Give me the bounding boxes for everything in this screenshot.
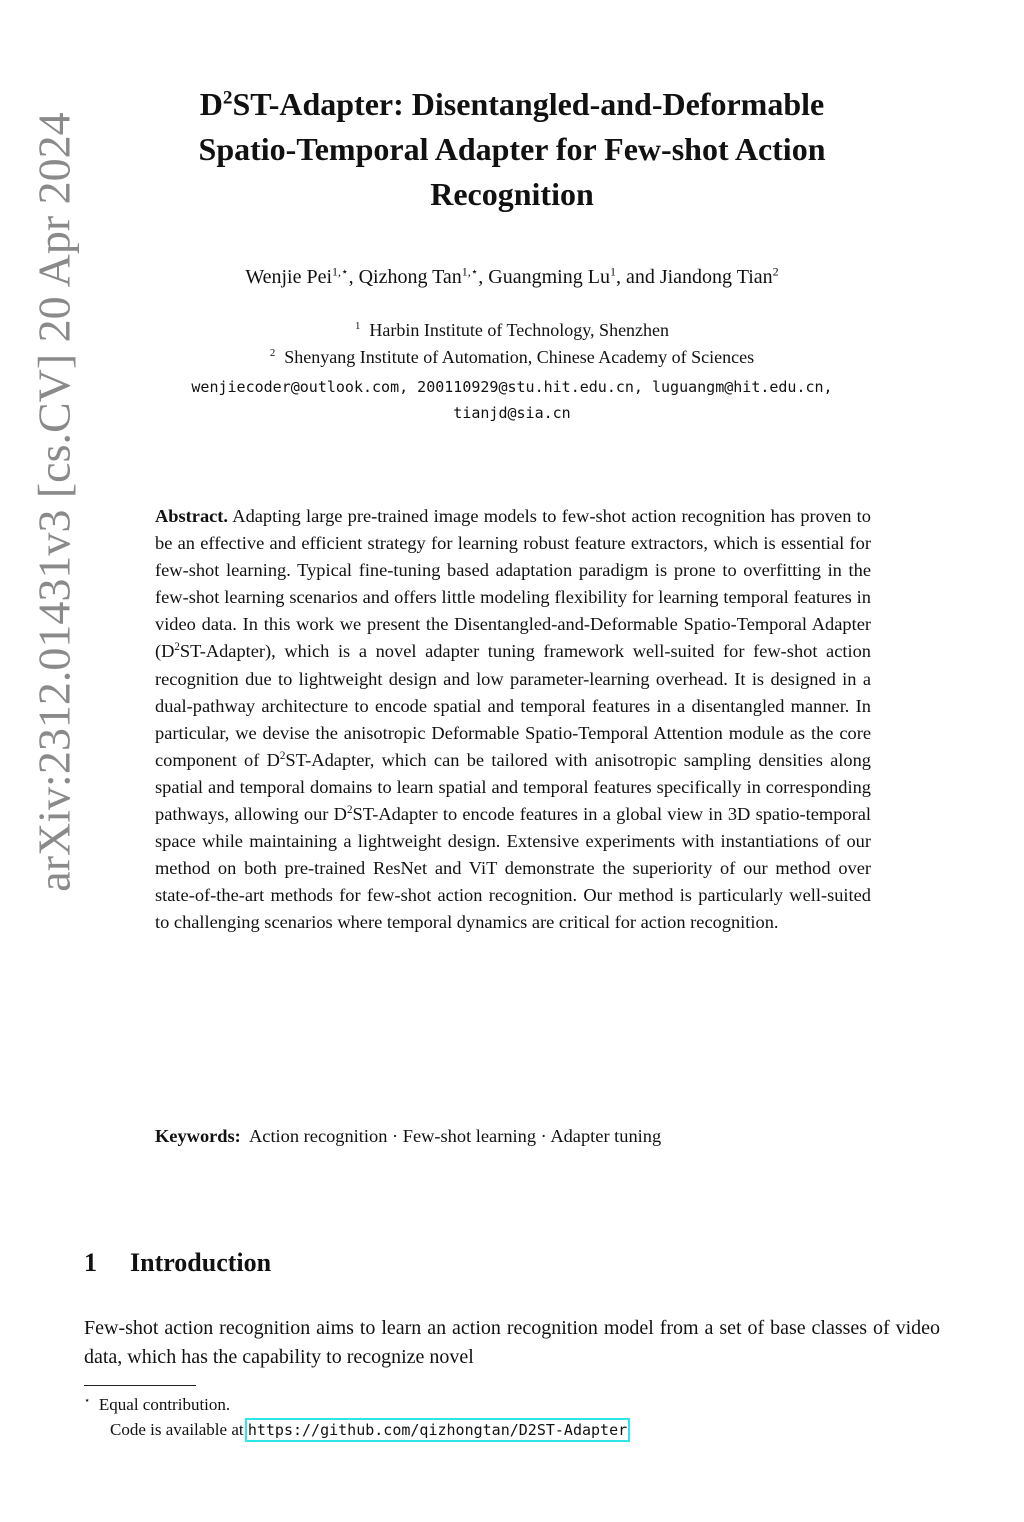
author-affiliation-mark: 1,⋆ bbox=[461, 264, 479, 279]
footnote bbox=[84, 1392, 631, 1443]
email-line-2: tianjd@sia.cn bbox=[453, 404, 571, 422]
arxiv-identifier-margin bbox=[18, 52, 90, 952]
abstract-superscript: 2 bbox=[346, 803, 353, 816]
affiliation-text: Shenyang Institute of Automation, Chinese Academy of Sciences bbox=[284, 347, 755, 367]
author-list bbox=[90, 266, 934, 289]
affiliation-1 bbox=[90, 320, 934, 341]
arxiv-identifier-text: arXiv:2312.01431v3 [cs.CV] 20 Apr 2024 bbox=[28, 112, 80, 892]
email-line-1: wenjiecoder@outlook.com, 200110929@stu.hit.edu.cn, luguangm@hit.edu.cn, bbox=[191, 378, 833, 396]
keywords bbox=[155, 1126, 871, 1147]
abstract bbox=[155, 503, 871, 937]
intro-paragraph: Few-shot action recognition aims to learn an action recognition model from a set of base classes of video data, which has the capability to recognize novel bbox=[84, 1317, 940, 1368]
keywords-text: Action recognition · Few-shot learning · Adapter tuning bbox=[249, 1126, 662, 1146]
footnote-code-prefix: Code is available at bbox=[110, 1420, 244, 1439]
footnote-divider bbox=[84, 1385, 196, 1386]
footnote-line-2 bbox=[84, 1417, 631, 1443]
footnote-mark: ⋆ bbox=[84, 1395, 91, 1407]
author-separator: , and bbox=[615, 266, 660, 288]
affiliation-text: Harbin Institute of Technology, Shenzhen bbox=[369, 320, 670, 340]
author-affiliation-mark: 1,⋆ bbox=[332, 264, 349, 279]
abstract-text-1: Adapting large pre-trained image models to few-shot action recognition has proven to be an effective and efficient strategy for learning robust feature extractors, which is essential for few-shot learning. Typical fine-tuning based adaptation paradigm is prone to overfitting in the few-shot learning scenarios and offers little modeling flexibility for learning temporal features in video data. In this work we present the Disentangled-and-Deformable Spatio-Temporal Adapter (D bbox=[155, 506, 871, 662]
abstract-superscript: 2 bbox=[174, 641, 180, 654]
paper-title bbox=[90, 82, 934, 217]
abstract-label: Abstract. bbox=[155, 506, 229, 526]
section-heading bbox=[84, 1248, 271, 1278]
abstract-text-3: ST-Adapter, which can be tailored with anisotropic sampling densities along spatial and temporal domains to learn spatial and temporal features specifically in corresponding pathways, allowing our D bbox=[155, 749, 871, 825]
author-name: Jiandong Tian bbox=[659, 266, 773, 288]
abstract-text-4: ST-Adapter to encode features in a global view in 3D spatio-temporal space while maintaining a lightweight design. Extensive experiments with instantiations of our method on both pre-trained ResNet and ViT demonstrate the superiority of our method over state-of-the-art methods for few-shot action recognition. Our method is particularly well-suited to challenging scenarios where temporal dynamics are critical for action recognition. bbox=[155, 804, 871, 933]
title-prefix: D bbox=[199, 86, 223, 122]
author-affiliation-mark: 1 bbox=[609, 264, 616, 279]
abstract-superscript: 2 bbox=[279, 749, 286, 762]
title-line-2: Spatio-Temporal Adapter for Few-shot Action bbox=[198, 131, 826, 167]
code-repository-link[interactable]: https://github.com/qizhongtan/D2ST-Adapter bbox=[247, 1421, 628, 1439]
author-name: Guangming Lu bbox=[488, 266, 610, 288]
author-separator: , bbox=[348, 266, 359, 288]
section-number: 1 bbox=[84, 1248, 97, 1277]
author-name: Wenjie Pei bbox=[245, 266, 333, 288]
keywords-label: Keywords: bbox=[155, 1126, 241, 1146]
footnote-equal-contribution: Equal contribution. bbox=[98, 1395, 231, 1414]
title-superscript: 2 bbox=[222, 87, 233, 109]
affiliation-2 bbox=[90, 347, 934, 368]
footnote-line-1 bbox=[84, 1392, 631, 1417]
section-title: Introduction bbox=[130, 1248, 272, 1277]
author-separator: , bbox=[478, 266, 489, 288]
author-affiliation-mark: 2 bbox=[772, 264, 779, 279]
author-name: Qizhong Tan bbox=[358, 266, 462, 288]
affiliation-number: 1 bbox=[354, 320, 361, 332]
affiliation-number: 2 bbox=[269, 347, 276, 359]
title-line-3: Recognition bbox=[430, 176, 594, 212]
abstract-text-2: ST-Adapter), which is a novel adapter tuning framework well-suited for few-shot action recognition due to lightweight design and low parameter-learning overhead. It is designed in a dual-pathway architecture to encode spatial and temporal features in a disentangled manner. In particular, we devise the anisotropic Deformable Spatio-Temporal Attention module as the core component of D bbox=[155, 641, 871, 770]
title-line-1: ST-Adapter: Disentangled-and-Deformable bbox=[232, 86, 825, 122]
footnote-code-suffix: . bbox=[627, 1420, 632, 1439]
